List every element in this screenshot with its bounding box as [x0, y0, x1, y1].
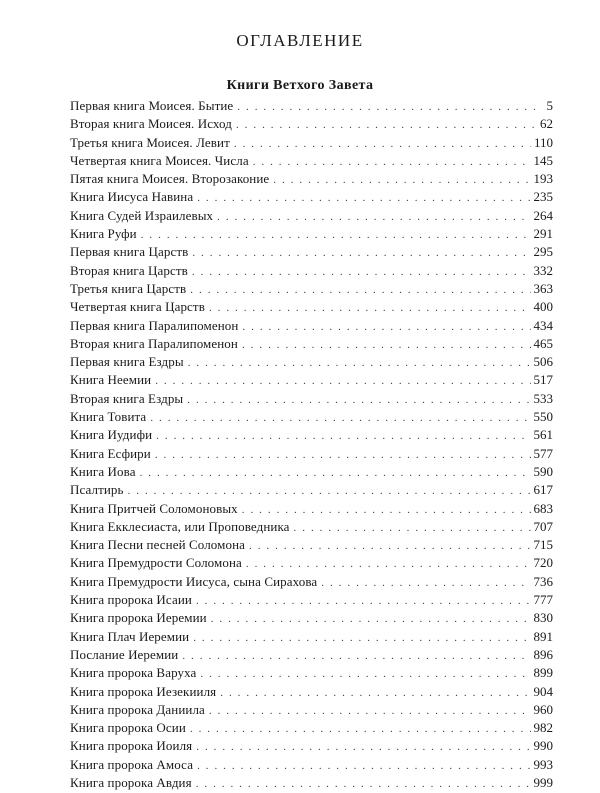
- dot-leader: [128, 482, 531, 500]
- dot-leader: [188, 354, 531, 372]
- dot-leader: [246, 555, 531, 573]
- toc-entry: [70, 152, 553, 170]
- dot-leader: [192, 244, 530, 262]
- toc-entry-title: Третья книга Моисея. Левит: [70, 134, 230, 150]
- toc-entry-title: Вторая книга Ездры: [70, 390, 184, 406]
- toc-entry-page: 891: [533, 628, 553, 644]
- dot-leader: [190, 281, 530, 299]
- toc-entry: [70, 225, 553, 243]
- toc-entry-page: 533: [533, 390, 553, 406]
- toc-entry-title: Пятая книга Моисея. Второзаконие: [70, 171, 270, 187]
- dot-leader: [236, 116, 537, 134]
- dot-leader: [273, 171, 530, 189]
- toc-entry-page: 517: [533, 372, 553, 388]
- toc-entry-title: Книга Премудрости Иисуса, сына Сирахова: [70, 573, 318, 589]
- toc-entry-title: Книга Есфири: [70, 445, 151, 461]
- toc-entry-page: 993: [533, 756, 553, 772]
- toc-entry-title: Книга Притчей Соломоновых: [70, 500, 238, 516]
- toc-entry-title: Книга пророка Иезекииля: [70, 683, 217, 699]
- toc-entry-page: 62: [540, 116, 553, 132]
- dot-leader: [187, 391, 530, 409]
- toc-entry-page: 295: [533, 244, 553, 260]
- toc-entry: [70, 756, 553, 774]
- toc-entry-page: 683: [533, 500, 553, 516]
- toc-entry-page: 235: [533, 189, 553, 205]
- toc-entry: [70, 134, 553, 152]
- toc-entry-title: Первая книга Паралипоменон: [70, 317, 239, 333]
- toc-entry: [70, 664, 553, 682]
- dot-leader: [192, 263, 531, 281]
- toc-entry-title: Четвертая книга Моисея. Числа: [70, 152, 249, 168]
- toc-entry-title: Книга Руфи: [70, 226, 137, 242]
- toc-entry-title: Четвертая книга Царств: [70, 299, 205, 315]
- toc-entry-title: Книга пророка Даниила: [70, 701, 205, 717]
- toc-entry: [70, 445, 553, 463]
- toc-entry-page: 982: [533, 720, 553, 736]
- dot-leader: [156, 427, 530, 445]
- toc-entry-page: 830: [533, 610, 553, 626]
- toc-entry-title: Первая книга Царств: [70, 244, 189, 260]
- section-title: Книги Ветхого Завета: [226, 78, 374, 93]
- toc-entry-title: Третья книга Царств: [70, 280, 187, 296]
- toc-entry: [70, 701, 553, 719]
- dot-leader: [253, 153, 531, 171]
- toc-entry: [70, 280, 553, 298]
- toc-entry: [70, 426, 553, 444]
- page-title: ОГЛАВЛЕНИЕ: [236, 31, 364, 50]
- toc-entry: [70, 536, 553, 554]
- toc-entry-page: 110: [533, 134, 553, 150]
- toc-entry-page: 899: [533, 665, 553, 681]
- toc-entry: [70, 518, 553, 536]
- dot-leader: [242, 336, 531, 354]
- toc-entry-title: Книга Плач Иеремии: [70, 628, 190, 644]
- toc-entry-title: Псалтирь: [70, 482, 124, 498]
- toc-entry-page: 264: [533, 207, 553, 223]
- dot-leader: [217, 208, 530, 226]
- toc-entry: [70, 646, 553, 664]
- dot-leader: [155, 446, 531, 464]
- toc-entry-page: 561: [533, 427, 553, 443]
- toc-entry: [70, 719, 553, 737]
- toc-entry-title: Вторая книга Моисея. Исход: [70, 116, 232, 132]
- dot-leader: [196, 738, 530, 756]
- toc-entry: [70, 298, 553, 316]
- toc-entry-title: Книга Иудифи: [70, 427, 153, 443]
- toc-entry: [70, 188, 553, 206]
- toc-entry: [70, 262, 553, 280]
- toc-entry-title: Книга Иисуса Навина: [70, 189, 194, 205]
- toc-entry-page: 400: [533, 299, 553, 315]
- toc-entry-title: Вторая книга Царств: [70, 262, 188, 278]
- toc-entry-page: 990: [533, 738, 553, 754]
- table-of-contents: [70, 97, 553, 792]
- toc-entry-page: 720: [533, 555, 553, 571]
- toc-entry-title: Книга пророка Иеремии: [70, 610, 207, 626]
- dot-leader: [242, 318, 530, 336]
- toc-entry-page: 363: [533, 280, 553, 296]
- toc-entry: [70, 609, 553, 627]
- toc-entry: [70, 591, 553, 609]
- toc-entry-page: 896: [533, 646, 553, 662]
- toc-entry-page: 617: [533, 482, 553, 498]
- dot-leader: [190, 720, 531, 738]
- toc-entry-title: Книга Товита: [70, 409, 147, 425]
- toc-entry-page: 999: [533, 774, 553, 790]
- dot-leader: [234, 135, 531, 153]
- dot-leader: [196, 775, 531, 793]
- toc-entry-page: 291: [533, 226, 553, 242]
- toc-entry: [70, 353, 553, 371]
- toc-entry: [70, 408, 553, 426]
- toc-entry: [70, 554, 553, 572]
- toc-entry: [70, 481, 553, 499]
- toc-entry: [70, 573, 553, 591]
- toc-entry: [70, 207, 553, 225]
- toc-entry-title: Послание Иеремии: [70, 646, 179, 662]
- toc-entry-title: Книга Судей Израилевых: [70, 207, 214, 223]
- toc-entry-page: 145: [533, 152, 553, 168]
- toc-entry: [70, 371, 553, 389]
- dot-leader: [182, 647, 530, 665]
- toc-entry: [70, 97, 553, 115]
- toc-entry-page: 590: [533, 463, 553, 479]
- toc-entry: [70, 390, 553, 408]
- toc-entry-title: Книга Иова: [70, 463, 136, 479]
- toc-entry-title: Книга пророка Варуха: [70, 665, 197, 681]
- toc-entry-title: Книга Премудрости Соломона: [70, 555, 242, 571]
- dot-leader: [140, 464, 531, 482]
- dot-leader: [321, 574, 530, 592]
- dot-leader: [220, 684, 530, 702]
- dot-leader: [209, 299, 531, 317]
- toc-entry-page: 960: [533, 701, 553, 717]
- toc-entry: [70, 115, 553, 133]
- toc-entry-page: 332: [533, 262, 553, 278]
- toc-entry-page: 506: [533, 354, 553, 370]
- toc-entry-page: 465: [533, 335, 553, 351]
- dot-leader: [209, 702, 531, 720]
- toc-entry-page: 5: [546, 98, 553, 113]
- dot-leader: [197, 189, 530, 207]
- toc-entry: [70, 774, 553, 792]
- toc-entry-page: 715: [533, 537, 553, 553]
- toc-entry-page: 193: [533, 171, 553, 187]
- toc-entry-title: Первая книга Моисея. Бытие: [70, 98, 234, 113]
- dot-leader: [237, 98, 540, 116]
- toc-entry: [70, 628, 553, 646]
- dot-leader: [155, 372, 530, 390]
- toc-entry-title: Книга пророка Амоса: [70, 756, 194, 772]
- dot-leader: [249, 537, 530, 555]
- toc-entry-title: Книга пророка Иоиля: [70, 738, 193, 754]
- toc-entry-title: Книга пророка Осии: [70, 720, 186, 736]
- dot-leader: [197, 757, 530, 775]
- toc-entry: [70, 335, 553, 353]
- toc-entry-title: Вторая книга Паралипоменон: [70, 335, 238, 351]
- toc-entry: [70, 170, 553, 188]
- toc-entry-title: Книга пророка Авдия: [70, 774, 192, 790]
- toc-entry: [70, 243, 553, 261]
- dot-leader: [200, 665, 530, 683]
- toc-entry: [70, 683, 553, 701]
- toc-entry: [70, 317, 553, 335]
- dot-leader: [294, 519, 531, 537]
- dot-leader: [196, 592, 531, 610]
- toc-entry-page: 707: [533, 518, 553, 534]
- dot-leader: [150, 409, 530, 427]
- dot-leader: [193, 629, 530, 647]
- toc-entry-title: Первая книга Ездры: [70, 354, 184, 370]
- dot-leader: [242, 501, 531, 519]
- toc-entry: [70, 463, 553, 481]
- toc-entry: [70, 500, 553, 518]
- toc-entry-title: Книга Екклесиаста, или Проповедника: [70, 518, 290, 534]
- toc-entry-title: Книга пророка Исаии: [70, 592, 192, 608]
- toc-entry-page: 577: [533, 445, 553, 461]
- toc-entry-page: 777: [533, 592, 553, 608]
- toc-entry-page: 550: [533, 409, 553, 425]
- toc-entry: [70, 737, 553, 755]
- dot-leader: [211, 610, 531, 628]
- dot-leader: [141, 226, 531, 244]
- toc-entry-page: 904: [533, 683, 553, 699]
- toc-entry-page: 736: [533, 573, 553, 589]
- toc-entry-title: Книга Песни песней Соломона: [70, 537, 246, 553]
- toc-entry-title: Книга Неемии: [70, 372, 152, 388]
- toc-entry-page: 434: [533, 317, 553, 333]
